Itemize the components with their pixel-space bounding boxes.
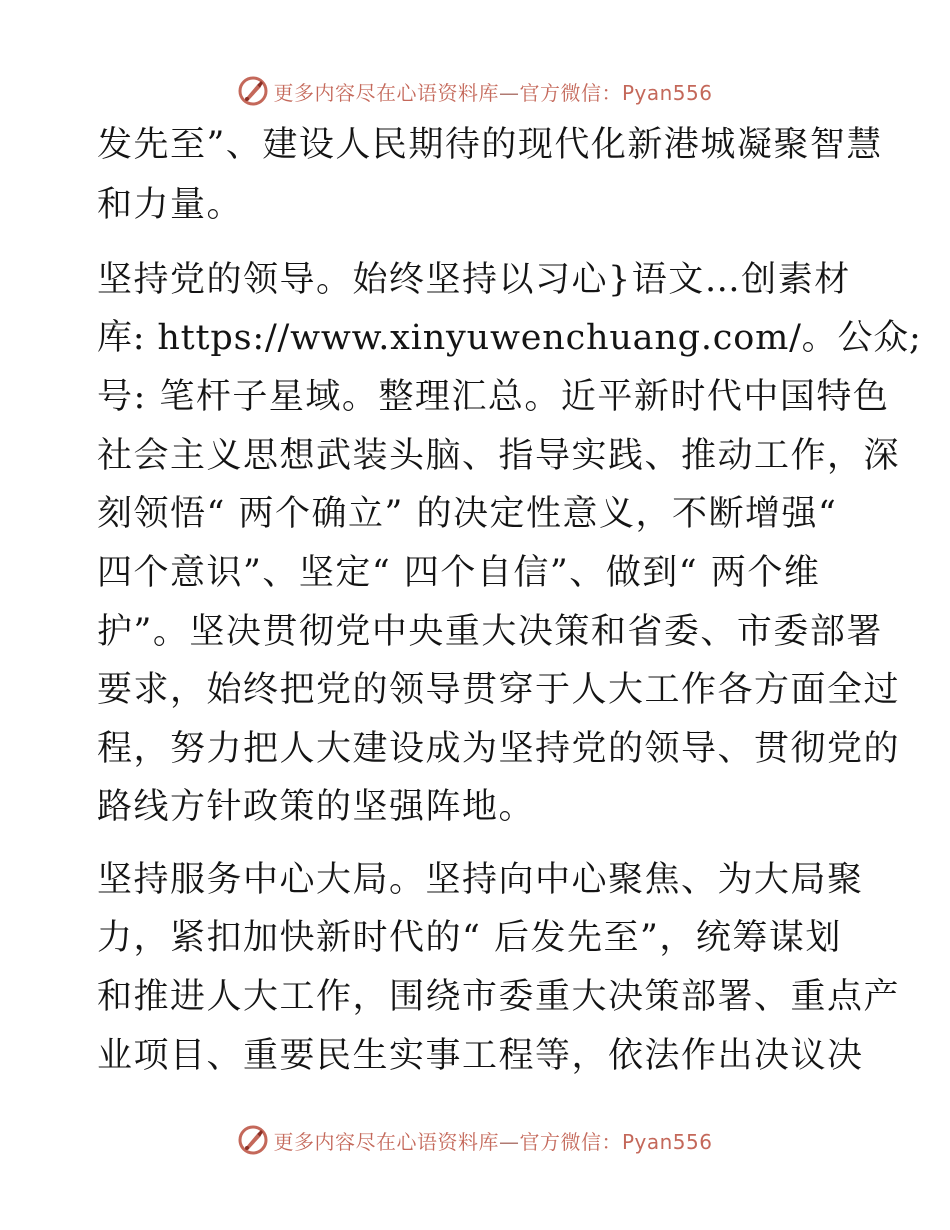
footer-banner (0, 1120, 950, 1160)
footer-banner-title: 更多内容尽在心语资料库 (273, 1129, 499, 1154)
header-banner-text (273, 77, 712, 106)
pen-circle-logo-icon (237, 1124, 269, 1156)
body-line: 要求，始终把党的领导贯穿于人大工作各方面全过 (97, 670, 901, 710)
body-line: 刻领悟“ 两个确立” 的决定性意义，不断增强“ (97, 494, 838, 534)
header-banner (0, 71, 950, 111)
pen-circle-logo-icon (237, 75, 269, 107)
header-banner-separator: — (498, 80, 520, 105)
body-line: 坚持党的领导。始终坚持以习心}语文…创素材 (97, 260, 851, 300)
body-line: 号: 笔杆子星域。整理汇总。近平新时代中国特色 (97, 377, 890, 417)
body-line: 路线方针政策的坚强阵地。 (97, 787, 536, 827)
body-line: 四个意识”、坚定“ 四个自信”、做到“ 两个维 (97, 553, 821, 593)
body-line: 程，努力把人大建设成为坚持党的领导、贯彻党的 (97, 729, 901, 769)
body-line: 坚持服务中心大局。坚持向中心聚焦、为大局聚 (97, 860, 864, 900)
body-line: 库: https://www.xinyuwenchuang.com/。公众; (97, 318, 922, 358)
body-line: 护”。坚决贯彻党中央重大决策和省委、市委部署 (97, 612, 883, 652)
body-line: 业项目、重要民生实事工程等，依法作出决议决 (97, 1036, 864, 1076)
body-line: 和推进人大工作，围绕市委重大决策部署、重点产 (97, 977, 901, 1017)
footer-banner-separator: — (498, 1129, 520, 1154)
header-banner-contact: 官方微信：Pyan556 (519, 80, 713, 105)
body-line: 发先至”、建设人民期待的现代化新港城凝聚智慧 (97, 125, 883, 165)
header-banner-title: 更多内容尽在心语资料库 (273, 80, 499, 105)
body-line: 社会主义思想武装头脑、指导实践、推动工作，深 (97, 436, 901, 476)
footer-banner-contact: 官方微信：Pyan556 (519, 1129, 713, 1154)
footer-banner-text (273, 1126, 712, 1155)
body-line: 和力量。 (97, 185, 244, 225)
body-line: 力，紧扣加快新时代的“ 后发先至”，统筹谋划 (97, 918, 842, 958)
